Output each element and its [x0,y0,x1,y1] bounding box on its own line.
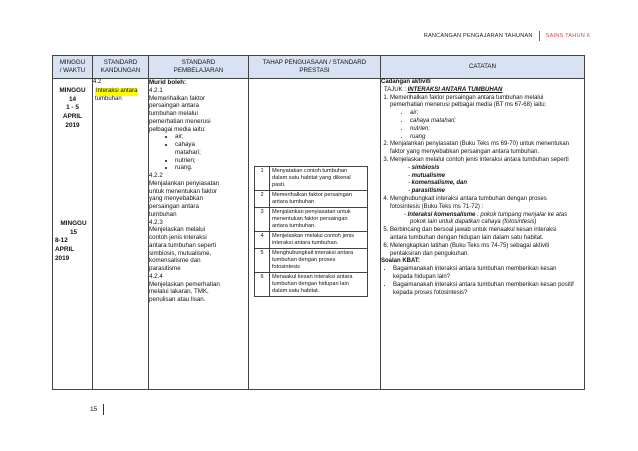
list-item: 1. Memerihalkan faktor persaingan antara tumbuhan melalui pemerhatian menerusi pelbagai media (BT ms 67-68) iaitu: • air; • cahaya matahari; • nutrien; • ruang [390,95,584,142]
page-footer [90,404,104,415]
table-header-row [53,56,585,79]
col-standard-kandungan: STANDARD KANDUNGAN [93,56,149,79]
rpt-table [52,55,585,390]
list-item: 3. Menjelaskan melalui contoh jenis interaksi antara tumbuhan seperti - simbiosis - mutualisme - komensalisme, dan - parasitisme [390,157,584,196]
standard-pembelajaran-cell [149,79,249,390]
catatan-cell [381,79,585,390]
tahap-row: 5 Menghubungkait interaksi antara tumbuhan dengan proses fotosintesis [255,248,368,272]
sp-text-421: Memerihalkan faktor persaingan antara tumbuhan melalui pemerhatian menerusi pelbagai media iaitu: [149,94,211,133]
tahap-row: 3 Menjalankan penyiasatan untuk menentukan faktor persaingan antara tumbuhan. [255,207,368,231]
cadangan-aktiviti-heading: Cadangan aktiviti [381,79,431,85]
list-item: • ruang. [175,164,248,172]
tajuk-line: TAJUK : INTERAKSI ANTARA TUMBUHAN [384,86,503,93]
factor-list [149,133,248,172]
col-minggu: MINGGU / WAKTU [53,56,93,79]
list-item: 5. Berbincang dan bersoal jawab untuk menaakul kesan interaksi antara tumbuhan dengan hidupan lain dalam satu habitat. [390,227,584,243]
doc-title: RANCANGAN PENGAJARAN TAHUNAN [423,33,533,39]
list-item: 4. Menghubungkait interaksi antara tumbuhan dengan proses fotosintesis (Buku Teks ms 71-72) : - Interaksi komensalisme : pokok tumpang menjalar ke atas pokok lain untuk dapatkan cahaya (fotosintesis) [390,196,584,227]
sp-code-424: 4.2.4 [149,272,163,280]
list-item: • Bagaimanakah interaksi antara tumbuhan memberikan kesan positif kepada proses fotosintesis? [393,282,584,298]
list-item: • cahaya matahari; [175,141,248,157]
tahap-row: 1 Menyatakan contoh tumbuhan dalam satu habitat yang dikenal pasti. [255,167,368,191]
sp-code-422: 4.2.2 [149,172,163,179]
list-item: • nutrien; [175,157,248,165]
page-header [424,31,590,41]
footer-divider [103,404,104,415]
list-item: 6. Melengkapkan latihan (Buku Teks ms 74-75) sebagai aktiviti pentaksiran dan pengukuhan. [390,243,584,259]
list-item: 2. Menjalankan penyiasatan (Buku Teks ms 69-70) untuk menentukan faktor yang menyebabkan persaingan antara tumbuhan. [390,141,584,157]
tahap-penguasaan-cell [249,79,381,390]
col-catatan: CATATAN [381,56,585,79]
tahap-row: 6 Menaakul kesan interaksi antara tumbuhan dengan hidupan lain dalam satu habitat. [255,272,368,296]
sp-text-423: Menjelaskan melalui contoh jenis interaksi antara tumbuhan seperti simbiosis, mutualisme, komensalisme dan parasitisme [149,226,217,272]
minggu-cell [53,79,93,390]
activity-list [381,95,584,259]
minggu-14: MINGGU 14 1 - 5 APRIL 2019 [59,87,86,129]
subject-title: SAINS TAHUN 6 [545,33,590,39]
col-standard-pembelajaran: STANDARD PEMBELAJARAN [149,56,249,79]
standard-kandungan-cell [93,79,149,390]
sk-code: 4.2 [93,79,102,85]
sp-text-422: Menjalankan penyiasatan untuk menentukan faktor yang menyebabkan persaingan antara tumbuhan [149,179,220,218]
sk-label: Interaksi antara tumbuhan [95,87,138,102]
tahap-table [254,166,368,297]
col-tahap-penguasaan: TAHAP PENGUASAAN / STANDARD PRESTASI [249,56,381,79]
kbat-label: Soalan KBAT: [381,258,420,265]
a1-sublist: • air; • cahaya matahari; • nutrien; • ruang [390,110,584,141]
tahap-row: 2 Memerihalkan faktor persaingan antara tumbuhan [255,190,368,207]
murid-boleh: Murid boleh: [149,79,187,86]
a3-sublist: - simbiosis - mutualisme - komensalisme, dan - parasitisme [390,165,584,196]
tahap-row: 4 Menjelaskan melalui contoh jenis interaksi antara tumbuhan. [255,231,368,248]
sp-code-421: 4.2.1 [149,86,163,94]
header-divider [539,31,540,41]
page-number: 15 [90,406,98,413]
a4-sublist: - Interaksi komensalisme : pokok tumpang menjalar ke atas pokok lain untuk dapatkan cahaya (fotosintesis) [390,212,584,228]
table-row [53,79,585,390]
sp-code-423: 4.2.3 [149,218,163,226]
kbat-list [381,266,584,297]
minggu-15: MINGGU 15 8-12 APRIL 2019 [55,220,87,262]
list-item: • Bagaimanakah interaksi antara tumbuhan memberikan kesan kepada hidupan lain? [393,266,584,282]
sp-text-424: Menjelaskan pemerhatian melalui lakaran, TMK, penulisan atau lisan. [149,280,220,303]
list-item: • air; [175,133,248,141]
